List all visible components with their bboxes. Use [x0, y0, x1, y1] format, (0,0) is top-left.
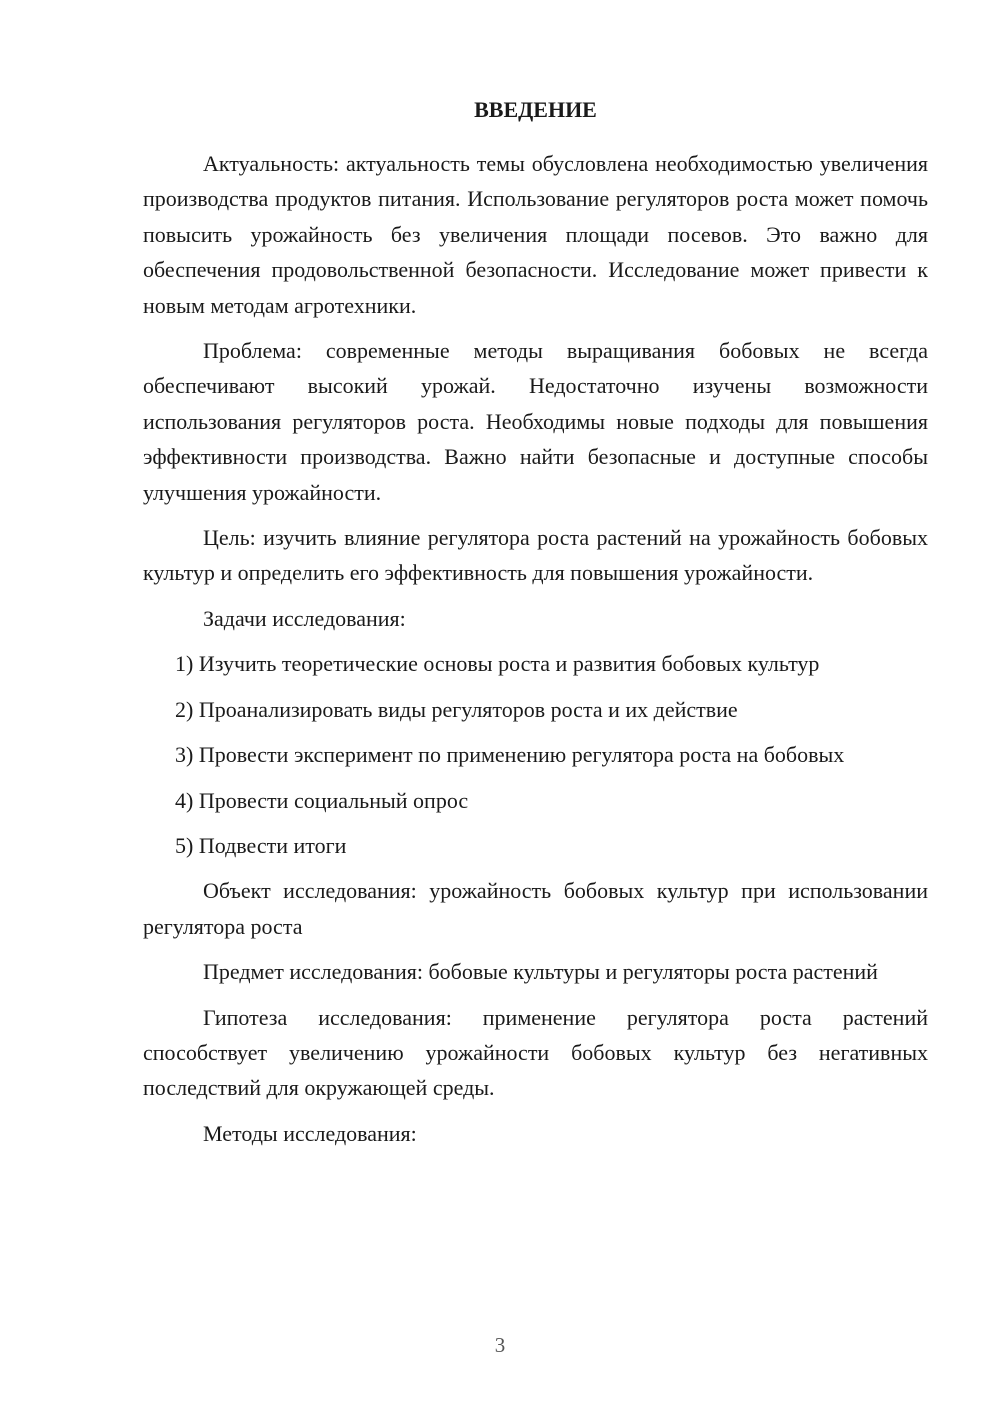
- task-item-5: 5) Подвести итоги: [175, 832, 347, 858]
- tasks-title: Задачи исследования:: [203, 605, 406, 631]
- paragraph-object: Объект исследования: урожайность бобовых культур при использовании регулятора роста: [143, 878, 928, 939]
- task-item-3: 3) Провести эксперимент по применению регулятора роста на бобовых: [175, 742, 845, 768]
- page-number: 3: [494, 1333, 506, 1357]
- task-item-2: 2) Проанализировать виды регуляторов роста и их действие: [175, 696, 738, 722]
- task-item-1: 1) Изучить теоретические основы роста и развития бобовых культур: [175, 651, 820, 677]
- section-heading: ВВЕДЕНИЕ: [474, 97, 597, 122]
- paragraph-subject: Предмет исследования: бобовые культуры и регуляторы роста растений: [203, 959, 878, 985]
- task-item-4: 4) Провести социальный опрос: [175, 787, 469, 813]
- paragraph-relevance: Актуальность: актуальность темы обусловлена необходимостью увеличения производства продуктов питания. Использование регуляторов роста может помочь повысить урожайность без увеличения площади посевов. Это важно для обеспечения продовольственной безопасности. Исследование может привести к новым методам агротехники.: [143, 151, 928, 318]
- document-body: [143, 96, 928, 1161]
- paragraph-goal: Цель: изучить влияние регулятора роста растений на урожайность бобовых культур и определить его эффективность для повышения урожайности.: [143, 525, 928, 586]
- paragraph-problem: Проблема: современные методы выращивания бобовых не всегда обеспечивают высокий урожай. Недостаточно изучены возможности использования регуляторов роста. Необходимы новые подходы для повышения эффективности производства. Важно найти безопасные и доступные способы улучшения урожайности.: [143, 338, 928, 505]
- methods-title: Методы исследования:: [203, 1120, 417, 1146]
- paragraph-hypothesis: Гипотеза исследования: применение регулятора роста растений способствует увеличению урожайности бобовых культур без негативных последствий для окружающей среды.: [143, 1004, 928, 1101]
